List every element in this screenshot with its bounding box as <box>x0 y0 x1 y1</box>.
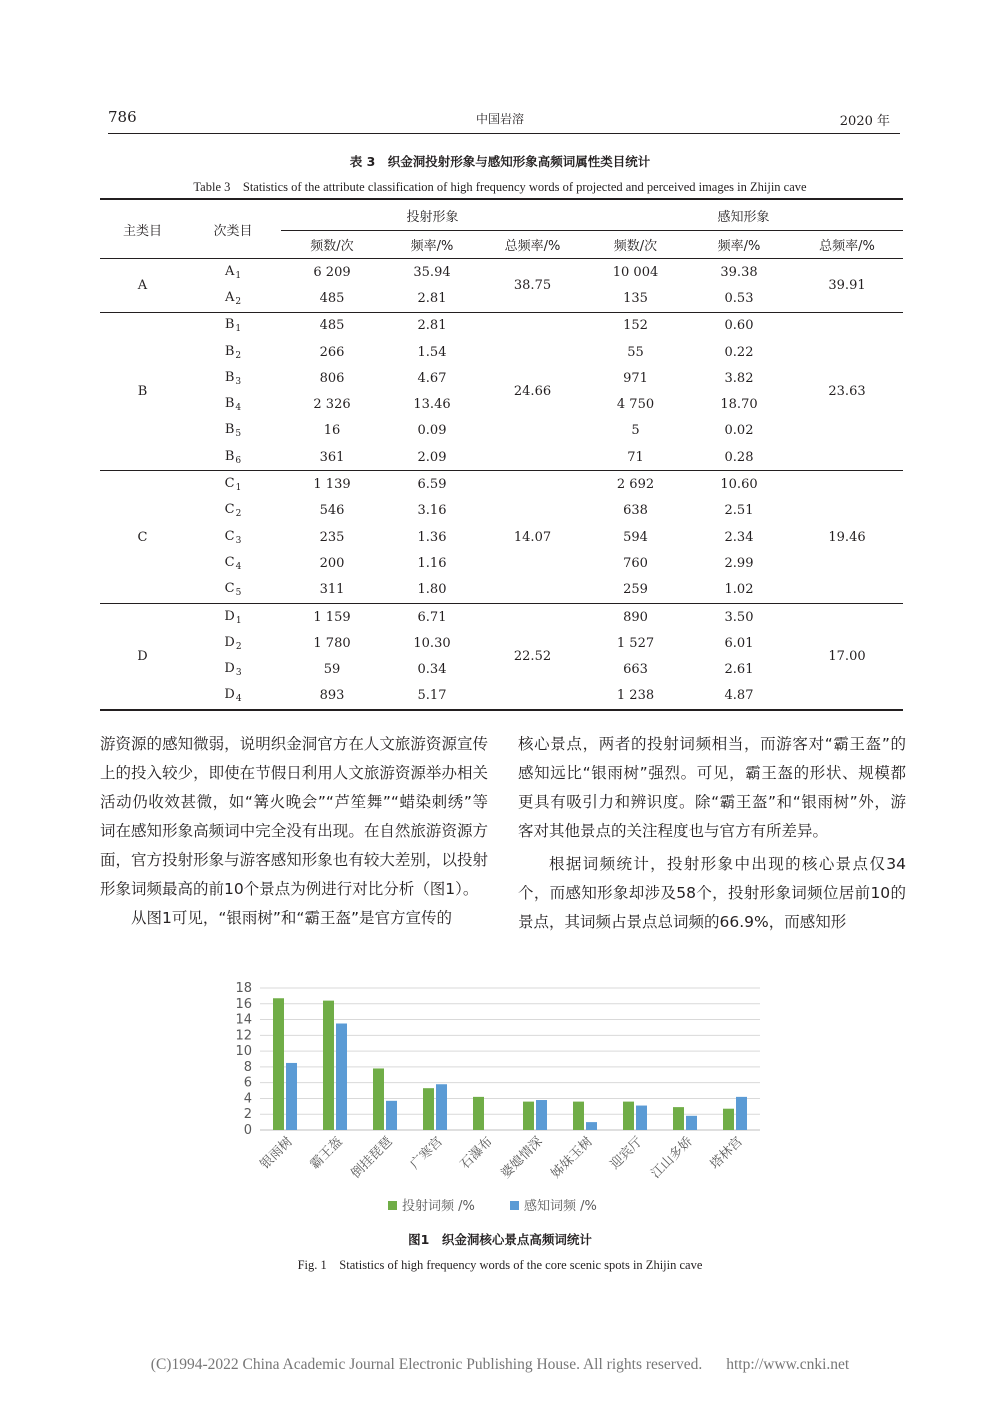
perceived-rate-cell: 0.53 <box>687 285 791 312</box>
projected-frequency-cell: 806 <box>319 370 345 386</box>
perceived-rate-cell: 10.60 <box>720 477 758 493</box>
perceived-rate-cell: 0.28 <box>687 444 791 471</box>
y-tick-label: 14 <box>235 1012 252 1028</box>
col-header-perc-freq: 频数/次 <box>584 231 687 259</box>
x-category-label: 婆媳情深 <box>498 1134 546 1182</box>
sub-category-code: B <box>224 396 235 412</box>
sub-category-index: 5 <box>235 429 242 440</box>
body-column-left <box>100 730 488 933</box>
perceived-frequency-cell: 663 <box>623 662 648 678</box>
x-category-label: 银雨树 <box>257 1134 296 1173</box>
perceived-frequency-cell: 971 <box>623 370 648 386</box>
sub-category-code: A <box>224 263 235 279</box>
projected-frequency-cell: 235 <box>319 529 345 545</box>
sub-category-cell <box>185 630 281 656</box>
bar-perceived <box>386 1101 397 1130</box>
x-category-label: 迎宾厅 <box>607 1134 646 1173</box>
sub-category-cell <box>185 444 281 471</box>
projected-total-cell: 24.66 <box>481 312 584 471</box>
projected-frequency-cell: 361 <box>281 444 383 471</box>
perceived-rate-cell: 0.60 <box>724 318 754 334</box>
y-tick-label: 6 <box>243 1075 252 1091</box>
col-header-perc-total: 总频率/% <box>791 231 903 259</box>
sub-category-cell <box>185 418 281 444</box>
x-category-label: 江山多娇 <box>648 1134 696 1182</box>
perceived-rate-cell: 1.02 <box>687 577 791 604</box>
figure-caption-cn: 图1 织金洞核心景点高频词统计 <box>408 1232 592 1247</box>
figure-caption-en: Fig. 1 Statistics of high frequency words of the core scenic spots in Zhijin cave <box>297 1258 703 1272</box>
perceived-frequency-cell: 638 <box>623 503 648 519</box>
sub-category-code: D <box>224 608 235 624</box>
perceived-rate-cell: 2.51 <box>724 503 754 519</box>
sub-category-index: 1 <box>235 615 242 626</box>
projected-rate-cell: 6.71 <box>417 609 447 625</box>
perceived-rate-cell: 2.99 <box>724 555 754 571</box>
projected-rate-cell: 3.16 <box>417 503 447 519</box>
sub-category-cell <box>185 550 281 576</box>
sub-category-index: 2 <box>235 641 242 652</box>
body-paragraph: 根据词频统计，投射形象中出现的核心景点仅34个，而感知形象却涉及58个，投射形象词频位居前10的景点，其词频占景点总词频的66.9%，而感知形 <box>518 855 906 931</box>
projected-rate-cell: 13.46 <box>413 397 451 413</box>
perceived-rate-cell: 39.38 <box>720 264 758 280</box>
projected-rate-cell: 4.67 <box>417 370 447 386</box>
projected-rate-cell: 1.36 <box>417 529 447 545</box>
bar-projected <box>373 1068 384 1130</box>
projected-frequency-cell: 59 <box>323 662 341 678</box>
sub-category-cell <box>185 259 281 286</box>
perceived-total-cell: 39.91 <box>791 259 903 313</box>
main-category-cell: B <box>100 312 185 471</box>
sub-category-cell <box>185 339 281 365</box>
projected-rate-cell: 0.34 <box>417 662 447 678</box>
perceived-frequency-cell: 890 <box>623 609 648 625</box>
sub-category-code: B <box>224 448 235 464</box>
y-tick-label: 2 <box>243 1107 252 1123</box>
bar-projected <box>323 1001 334 1130</box>
body-paragraph: 游资源的感知微弱，说明织金洞官方在人文旅游资源宣传上的投入较少，即使在节假日利用人文旅游资源举办相关活动仍收效甚微，如“篝火晚会”“芦笙舞”“蜡染刺绣”等词在感知形象高频词中完全没有出现。在自然旅游资源方面，官方投射形象与游客感知形象也有较大差别，以投射形象词频最高的前10个景点为例进行对比分析（图1）。 <box>100 735 488 898</box>
sub-category-index: 3 <box>235 376 242 387</box>
bar-perceived <box>736 1097 747 1130</box>
perceived-frequency-cell: 4 750 <box>616 397 655 413</box>
y-tick-label: 8 <box>243 1059 252 1075</box>
sub-category-index: 4 <box>235 694 242 705</box>
page-number: 786 <box>108 108 137 126</box>
x-category-label: 姊妹玉树 <box>548 1134 596 1182</box>
sub-category-code: C <box>224 554 235 570</box>
sub-category-cell <box>185 365 281 391</box>
perceived-frequency-cell: 135 <box>584 285 687 312</box>
projected-frequency-cell: 16 <box>323 423 341 439</box>
projected-rate-cell: 35.94 <box>413 264 451 280</box>
sub-category-cell <box>185 285 281 312</box>
projected-frequency-cell: 200 <box>319 555 345 571</box>
sub-category-index: 4 <box>235 403 242 414</box>
x-category-label: 塔林宫 <box>707 1134 746 1173</box>
sub-category-code: B <box>224 422 235 438</box>
bar-projected <box>573 1102 584 1130</box>
projected-frequency-cell: 485 <box>319 318 345 334</box>
sub-category-code: B <box>224 369 235 385</box>
y-tick-label: 16 <box>235 996 252 1012</box>
perceived-rate-cell: 0.02 <box>724 423 754 439</box>
y-tick-label: 12 <box>235 1028 252 1044</box>
projected-frequency-cell: 266 <box>319 344 345 360</box>
projected-rate-cell: 2.09 <box>383 444 481 471</box>
projected-total-cell: 22.52 <box>481 603 584 710</box>
sub-category-cell <box>185 577 281 604</box>
projected-frequency-cell: 893 <box>281 683 383 710</box>
sub-category-cell <box>185 312 281 339</box>
perceived-total-cell: 17.00 <box>791 603 903 710</box>
sub-category-code: D <box>224 661 235 677</box>
sub-category-index: 4 <box>235 561 242 572</box>
sub-category-code: C <box>224 502 235 518</box>
projected-frequency-cell: 6 209 <box>313 264 351 280</box>
bar-projected <box>723 1109 734 1130</box>
bar-perceived <box>286 1063 297 1130</box>
projected-rate-cell: 5.17 <box>383 683 481 710</box>
sub-category-index: 1 <box>235 483 242 494</box>
sub-category-cell <box>185 683 281 710</box>
legend-label: 感知词频 /% <box>524 1199 597 1214</box>
perceived-frequency-cell: 2 692 <box>616 477 655 493</box>
main-category-cell: A <box>100 259 185 313</box>
copyright-text: (C)1994-2022 China Academic Journal Electronic Publishing House. All rights reserved. <box>150 1356 703 1373</box>
perceived-rate-cell: 4.87 <box>687 683 791 710</box>
bar-perceived <box>336 1024 347 1131</box>
table-row <box>100 312 903 339</box>
perceived-rate-cell: 18.70 <box>720 397 758 413</box>
sub-category-code: C <box>224 528 235 544</box>
y-tick-label: 10 <box>235 1044 252 1060</box>
perceived-frequency-cell: 5 <box>631 423 640 439</box>
x-category-label: 霸王盔 <box>307 1134 346 1173</box>
perceived-frequency-cell: 1 527 <box>616 635 655 651</box>
header-rule <box>108 133 900 134</box>
copyright-footer <box>0 1356 1000 1374</box>
sub-category-code: C <box>224 581 235 597</box>
bar-projected <box>623 1102 634 1130</box>
projected-frequency-cell: 485 <box>281 285 383 312</box>
body-paragraph: 核心景点，两者的投射词频相当，而游客对“霸王盔”的感知远比“银雨树”强烈。可见，霸王盔的形状、规模都更具有吸引力和辨识度。除“霸王盔”和“银雨树”外，游客对其他景点的关注程度也与官方有所差异。 <box>518 735 906 840</box>
sub-category-code: D <box>224 634 235 650</box>
figure-1-chart <box>210 978 790 1223</box>
sub-category-index: 2 <box>235 509 242 520</box>
projected-rate-cell: 6.59 <box>417 477 447 493</box>
col-header-proj-freq: 频数/次 <box>281 231 383 259</box>
perceived-frequency-cell: 55 <box>627 344 644 360</box>
sub-category-cell <box>185 498 281 524</box>
projected-rate-cell: 1.80 <box>383 577 481 604</box>
bar-projected <box>423 1088 434 1130</box>
projected-frequency-cell: 311 <box>281 577 383 604</box>
bar-perceived <box>436 1084 447 1130</box>
perceived-frequency-cell: 259 <box>584 577 687 604</box>
col-header-perceived: 感知形象 <box>584 199 903 231</box>
sub-category-cell <box>185 471 281 498</box>
sub-category-index: 3 <box>235 668 242 679</box>
cnki-url[interactable]: http://www.cnki.net <box>726 1356 850 1373</box>
sub-category-code: D <box>224 687 235 703</box>
bar-perceived <box>536 1100 547 1130</box>
body-paragraph: 从图1可见，“银雨树”和“霸王盔”是官方宣传的 <box>131 909 452 927</box>
projected-rate-cell: 2.81 <box>383 285 481 312</box>
projected-rate-cell: 10.30 <box>413 635 451 651</box>
y-tick-label: 4 <box>243 1091 252 1107</box>
legend-swatch <box>388 1201 397 1210</box>
projected-rate-cell: 2.81 <box>417 318 447 334</box>
perceived-total-cell: 19.46 <box>791 471 903 603</box>
y-tick-label: 18 <box>235 981 252 996</box>
sub-category-index: 6 <box>235 455 242 466</box>
table-row <box>100 471 903 498</box>
col-header-projected: 投射形象 <box>281 199 584 231</box>
col-header-perc-rate: 频率/% <box>687 231 791 259</box>
perceived-rate-cell: 6.01 <box>724 635 754 651</box>
table-3 <box>100 198 903 711</box>
bar-perceived <box>686 1116 697 1130</box>
legend-label: 投射词频 /% <box>402 1199 475 1214</box>
bar-projected <box>273 998 284 1130</box>
journal-year: 2020 年 <box>839 114 890 129</box>
projected-frequency-cell: 2 326 <box>313 397 351 413</box>
bar-projected <box>473 1097 484 1130</box>
sub-category-index: 1 <box>235 324 242 335</box>
sub-category-code: A <box>224 289 235 305</box>
perceived-rate-cell: 2.34 <box>724 529 754 545</box>
table-caption-cn: 表 3 织金洞投射形象与感知形象高频词属性类目统计 <box>349 154 651 169</box>
bar-projected <box>673 1107 684 1130</box>
projected-total-cell: 38.75 <box>481 259 584 313</box>
main-category-cell: C <box>100 471 185 603</box>
journal-name: 中国岩溶 <box>475 112 524 126</box>
perceived-rate-cell: 0.22 <box>724 344 754 360</box>
sub-category-cell <box>185 524 281 550</box>
sub-category-code: C <box>224 476 235 492</box>
y-tick-label: 0 <box>243 1123 252 1138</box>
projected-frequency-cell: 1 159 <box>313 609 351 625</box>
perceived-frequency-cell: 760 <box>623 555 648 571</box>
sub-category-index: 2 <box>235 350 242 361</box>
bar-perceived <box>636 1106 647 1130</box>
x-category-label: 广寒宫 <box>407 1134 446 1173</box>
projected-rate-cell: 1.54 <box>417 344 447 360</box>
sub-category-index: 1 <box>235 270 242 281</box>
perceived-frequency-cell: 1 238 <box>584 683 687 710</box>
perceived-rate-cell: 3.82 <box>724 370 754 386</box>
table-caption-en: Table 3 Statistics of the attribute classification of high frequency words of projected and perceived images in Zhijin cave <box>193 180 807 194</box>
perceived-rate-cell: 2.61 <box>724 662 754 678</box>
sub-category-cell <box>185 391 281 417</box>
projected-frequency-cell: 546 <box>319 503 345 519</box>
sub-category-index: 3 <box>235 535 242 546</box>
projected-total-cell: 14.07 <box>481 471 584 603</box>
sub-category-code: B <box>224 343 235 359</box>
bar-perceived <box>586 1122 597 1130</box>
projected-rate-cell: 0.09 <box>417 423 447 439</box>
col-header-sub: 次类目 <box>185 199 281 259</box>
table-row <box>100 259 903 286</box>
x-category-label: 倒挂琵琶 <box>348 1134 396 1182</box>
col-header-proj-rate: 频率/% <box>383 231 481 259</box>
perceived-frequency-cell: 10 004 <box>612 264 659 280</box>
projected-frequency-cell: 1 139 <box>313 477 351 493</box>
sub-category-cell <box>185 656 281 682</box>
perceived-total-cell: 23.63 <box>791 312 903 471</box>
table-row <box>100 603 903 630</box>
main-category-cell: D <box>100 603 185 710</box>
sub-category-cell <box>185 603 281 630</box>
sub-category-index: 5 <box>235 588 242 599</box>
perceived-frequency-cell: 152 <box>623 318 648 334</box>
col-header-proj-total: 总频率/% <box>481 231 584 259</box>
bar-projected <box>523 1102 534 1130</box>
x-category-label: 石瀑布 <box>457 1134 496 1173</box>
perceived-frequency-cell: 594 <box>623 529 648 545</box>
legend-swatch <box>510 1201 519 1210</box>
sub-category-code: B <box>224 317 235 333</box>
body-column-right <box>518 730 906 937</box>
sub-category-index: 2 <box>235 296 242 307</box>
projected-rate-cell: 1.16 <box>417 555 447 571</box>
col-header-main: 主类目 <box>100 199 185 259</box>
perceived-frequency-cell: 71 <box>584 444 687 471</box>
projected-frequency-cell: 1 780 <box>313 635 351 651</box>
perceived-rate-cell: 3.50 <box>724 609 754 625</box>
